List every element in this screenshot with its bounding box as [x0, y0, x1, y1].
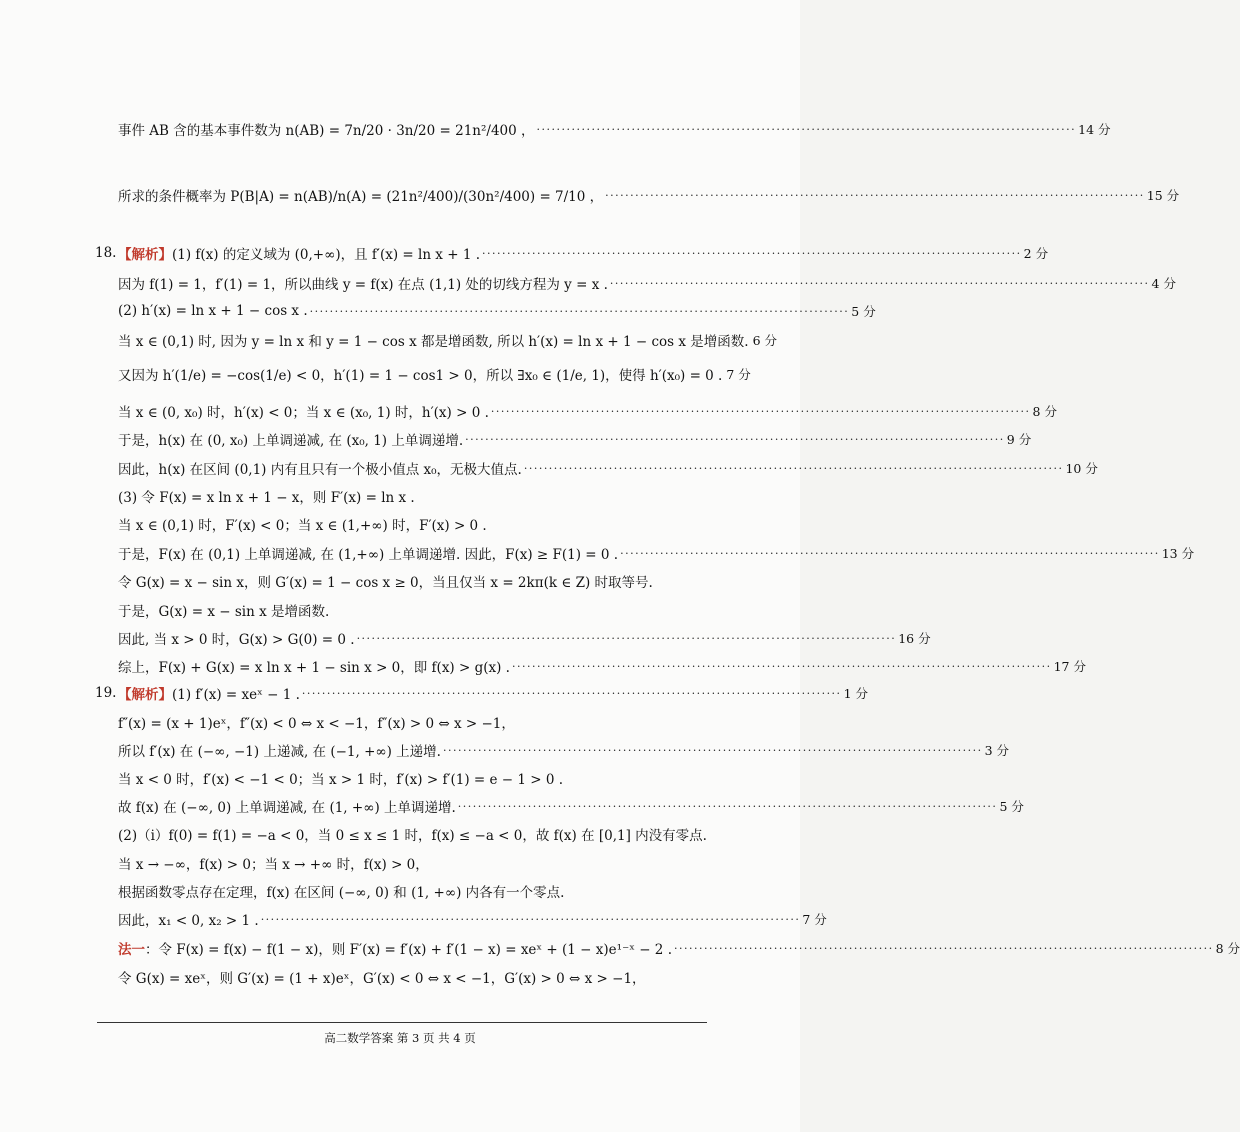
line-20: [118, 739, 1010, 761]
score: 16 分: [898, 631, 931, 646]
line-28: [118, 966, 708, 988]
score: 2 分: [1023, 246, 1049, 261]
leader-dots: [357, 632, 897, 645]
leader-dots: [537, 123, 1077, 136]
score: 8 分: [1032, 404, 1057, 419]
line-text: 因此, 当 x > 0 时，G(x) > G(0) = 0 .: [118, 632, 355, 648]
line-14: [118, 570, 708, 592]
line-24: [118, 852, 708, 874]
line-text: (1) f′(x) = xeˣ − 1 .: [172, 687, 300, 703]
leader-dots: [491, 405, 1031, 418]
leader-dots: [482, 247, 1022, 260]
score: 3 分: [984, 743, 1010, 758]
line-text: 事件 AB 含的基本事件数为 n(AB) = 7n/20 · 3n/20 = 21n²/400 ，: [118, 123, 535, 139]
line-text: f″(x) = (x + 1)eˣ，f″(x) < 0 ⇔ x < −1，f″(x) > 0 ⇔ x > −1，: [118, 716, 515, 732]
line-text: 于是，G(x) = x − sin x 是增函数.: [118, 604, 330, 620]
line-text: 因为 f(1) = 1，f′(1) = 1，所以曲线 y = f(x) 在点 (1,1) 处的切线方程为 y = x .: [118, 277, 608, 293]
line-16: [118, 627, 931, 649]
line-text: 当 x < 0 时，f′(x) < −1 < 0；当 x > 1 时，f′(x) > f′(1) = e − 1 > 0 .: [118, 772, 564, 788]
line-19: [118, 711, 708, 733]
line-22: [118, 795, 1024, 817]
line-1: [118, 118, 1111, 140]
line-text: 根据函数零点存在定理，f(x) 在区间 (−∞, 0) 和 (1, +∞) 内各有一个零点.: [118, 885, 565, 901]
leader-dots: [610, 277, 1150, 290]
line-7: [118, 348, 751, 400]
line-text: 令 G(x) = xeˣ，则 G′(x) = (1 + x)eˣ，G′(x) < 0 ⇔ x < −1，G′(x) > 0 ⇔ x > −1，: [118, 971, 646, 987]
line-26: [118, 908, 827, 930]
line-25: [118, 880, 708, 902]
leader-dots: [512, 660, 1052, 673]
leader-dots: [674, 942, 1214, 955]
line-text: 当 x → −∞，f(x) > 0；当 x → +∞ 时，f(x) > 0，: [118, 857, 429, 873]
leader-dots: [465, 433, 1005, 446]
line-8: [118, 400, 1057, 422]
line-3: [118, 242, 1049, 264]
line-text: 当 x ∈ (0,1) 时，F′(x) < 0；当 x ∈ (1,+∞) 时，F′(x) > 0 .: [118, 518, 487, 534]
line-11: [118, 485, 708, 507]
line-text: 综上，F(x) + G(x) = x ln x + 1 − sin x > 0，即 f(x) > g(x) .: [118, 660, 510, 676]
line-12: [118, 513, 708, 535]
leader-dots: [302, 687, 842, 700]
line-text: ：令 F(x) = f(x) − f(1 − x)，则 F′(x) = f′(x) + f′(1 − x) = xeˣ + (1 − x)e¹⁻ˣ − 2 .: [145, 942, 672, 958]
line-text: 当 x ∈ (0, x₀) 时，h′(x) < 0；当 x ∈ (x₀, 1) 时，h′(x) > 0 .: [118, 405, 489, 421]
line-2: [118, 150, 1180, 240]
line-text: 因此，x₁ < 0, x₂ > 1 .: [118, 913, 259, 929]
score: 4 分: [1151, 276, 1176, 291]
line-5: [118, 300, 876, 322]
line-9: [118, 428, 1032, 450]
leader-dots: [261, 913, 801, 926]
page-footer: 高二数学答案 第 3 页 共 4 页: [324, 1031, 476, 1045]
leader-dots: [620, 547, 1160, 560]
line-17: [118, 655, 1086, 677]
line-23: [118, 823, 708, 845]
score: 5 分: [999, 799, 1024, 814]
line-text: 于是，h(x) 在 (0, x₀) 上单调递减, 在 (x₀, 1) 上单调递增.: [118, 433, 464, 449]
line-text: 所求的条件概率为 P(B|A) = n(AB)/n(A) = (21n²/400)/(30n²/400) = 7/10 ，: [118, 189, 604, 205]
score: 6 分: [752, 333, 777, 348]
score: 14 分: [1078, 122, 1111, 137]
line-4: [118, 272, 1176, 294]
score: 10 分: [1065, 461, 1098, 476]
line-text: 所以 f′(x) 在 (−∞, −1) 上递减, 在 (−1, +∞) 上递增.: [118, 744, 441, 760]
line-text: 令 G(x) = x − sin x，则 G′(x) = 1 − cos x ≥ 0，当且仅当 x = 2kπ(k ∈ Z) 时取等号.: [118, 575, 653, 591]
leader-dots: [458, 800, 998, 813]
line-text: 又因为 h′(1/e) = −cos(1/e) < 0，h′(1) = 1 − cos1 > 0，所以 ∃x₀ ∈ (1/e, 1)，使得 h′(x₀) = 0 .: [118, 368, 723, 384]
footer-divider: [97, 1022, 707, 1023]
question-number-19: 19.: [95, 685, 117, 701]
question-number-18: 18.: [95, 245, 117, 261]
line-15: [118, 599, 708, 621]
score: 5 分: [851, 304, 876, 319]
line-text: 故 f(x) 在 (−∞, 0) 上单调递减, 在 (1, +∞) 上单调递增.: [118, 800, 456, 816]
method-one-tag: 法一: [118, 942, 145, 958]
line-text: (2)（i）f(0) = f(1) = −a < 0，当 0 ≤ x ≤ 1 时，f(x) ≤ −a < 0，故 f(x) 在 [0,1] 内没有零点.: [118, 828, 707, 844]
line-10: [118, 457, 1098, 479]
line-text: 当 x ∈ (0,1) 时, 因为 y = ln x 和 y = 1 − cos x 都是增函数, 所以 h′(x) = ln x + 1 − cos x 是增函数.: [118, 334, 749, 350]
line-21: [118, 767, 708, 789]
leader-dots: [310, 305, 850, 318]
leader-dots: [443, 744, 983, 757]
score: 1 分: [843, 686, 868, 701]
score: 7 分: [802, 912, 827, 927]
score: 7 分: [726, 367, 751, 382]
score: 13 分: [1161, 546, 1195, 561]
line-18: [118, 682, 868, 704]
score: 8 分: [1215, 941, 1240, 956]
score: 15 分: [1146, 188, 1180, 203]
line-text: (2) h′(x) = ln x + 1 − cos x .: [118, 303, 308, 319]
score: 17 分: [1053, 659, 1086, 674]
line-text: (1) f(x) 的定义域为 (0,+∞)，且 f′(x) = ln x + 1 .: [172, 247, 480, 263]
line-text: 因此，h(x) 在区间 (0,1) 内有且只有一个极小值点 x₀，无极大值点.: [118, 462, 522, 478]
leader-dots: [524, 462, 1064, 475]
leader-dots: [605, 189, 1145, 202]
line-text: 于是，F(x) 在 (0,1) 上单调递减, 在 (1,+∞) 上单调递增. 因此，F(x) ≥ F(1) = 0 .: [118, 547, 619, 563]
line-13: [118, 542, 1195, 564]
score: 9 分: [1006, 432, 1032, 447]
analysis-tag: 【解析】: [118, 247, 172, 263]
line-27: [118, 937, 1240, 959]
analysis-tag: 【解析】: [118, 687, 172, 703]
line-text: (3) 令 F(x) = x ln x + 1 − x，则 F′(x) = ln x .: [118, 490, 415, 506]
